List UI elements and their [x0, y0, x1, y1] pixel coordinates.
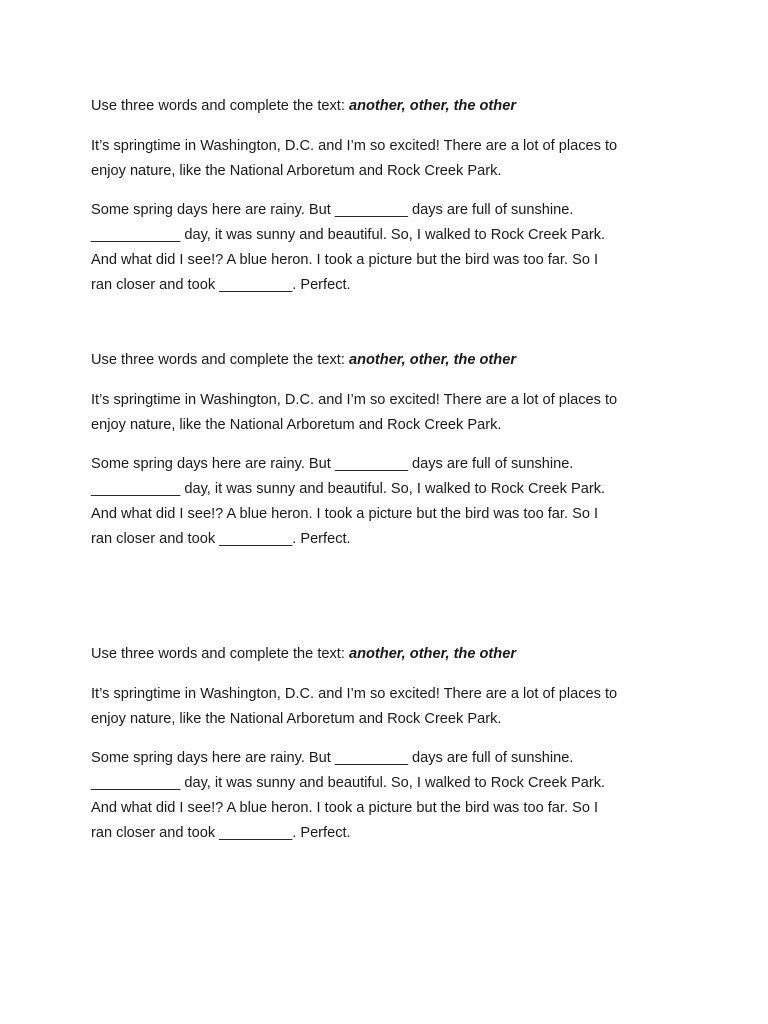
intro-line: enjoy nature, like the National Arboretum and Rock Creek Park. — [91, 163, 502, 180]
story-paragraph — [91, 746, 691, 847]
intro-line: enjoy nature, like the National Arboretum and Rock Creek Park. — [91, 711, 502, 728]
instruction-word-list: another, other, the other — [348, 98, 517, 114]
exercise-block — [91, 644, 691, 847]
story-line: ran closer and took _________. Perfect. — [91, 277, 351, 294]
story-paragraph — [91, 198, 691, 299]
story-line: Some spring days here are rainy. But _________ days are full of sunshine. — [91, 749, 574, 766]
exercise-block — [91, 96, 691, 299]
instruction-prefix: Use three words and complete the text: — [91, 646, 349, 662]
instruction — [91, 96, 691, 116]
intro-line: It’s springtime in Washington, D.C. and I’m so excited! There are a lot of places to — [91, 138, 618, 154]
story-line: ___________ day, it was sunny and beautiful. So, I walked to Rock Creek Park. — [91, 226, 606, 243]
exercise-block — [91, 350, 691, 553]
intro-line: enjoy nature, like the National Arboretum and Rock Creek Park. — [91, 417, 502, 434]
intro-line: It’s springtime in Washington, D.C. and I’m so excited! There are a lot of places to — [91, 686, 618, 702]
intro-paragraph — [91, 134, 691, 185]
instruction — [91, 350, 691, 370]
story-line: Some spring days here are rainy. But _________ days are full of sunshine. — [91, 201, 574, 218]
intro-line: It’s springtime in Washington, D.C. and I’m so excited! There are a lot of places to — [91, 392, 618, 408]
story-line: ___________ day, it was sunny and beautiful. So, I walked to Rock Creek Park. — [91, 774, 606, 791]
story-line: ran closer and took _________. Perfect. — [91, 825, 351, 842]
story-line: Some spring days here are rainy. But _________ days are full of sunshine. — [91, 455, 574, 472]
story-line: And what did I see!? A blue heron. I took a picture but the bird was too far. So I — [91, 506, 599, 523]
story-paragraph — [91, 452, 691, 553]
instruction-word-list: another, other, the other — [348, 646, 517, 662]
intro-paragraph — [91, 388, 691, 439]
instruction-prefix: Use three words and complete the text: — [91, 98, 349, 114]
story-line: And what did I see!? A blue heron. I took a picture but the bird was too far. So I — [91, 800, 599, 817]
instruction-word-list: another, other, the other — [348, 352, 517, 368]
instruction-prefix: Use three words and complete the text: — [91, 352, 349, 368]
instruction — [91, 644, 691, 664]
story-line: And what did I see!? A blue heron. I took a picture but the bird was too far. So I — [91, 252, 599, 269]
intro-paragraph — [91, 682, 691, 733]
story-line: ___________ day, it was sunny and beautiful. So, I walked to Rock Creek Park. — [91, 480, 606, 497]
story-line: ran closer and took _________. Perfect. — [91, 531, 351, 548]
